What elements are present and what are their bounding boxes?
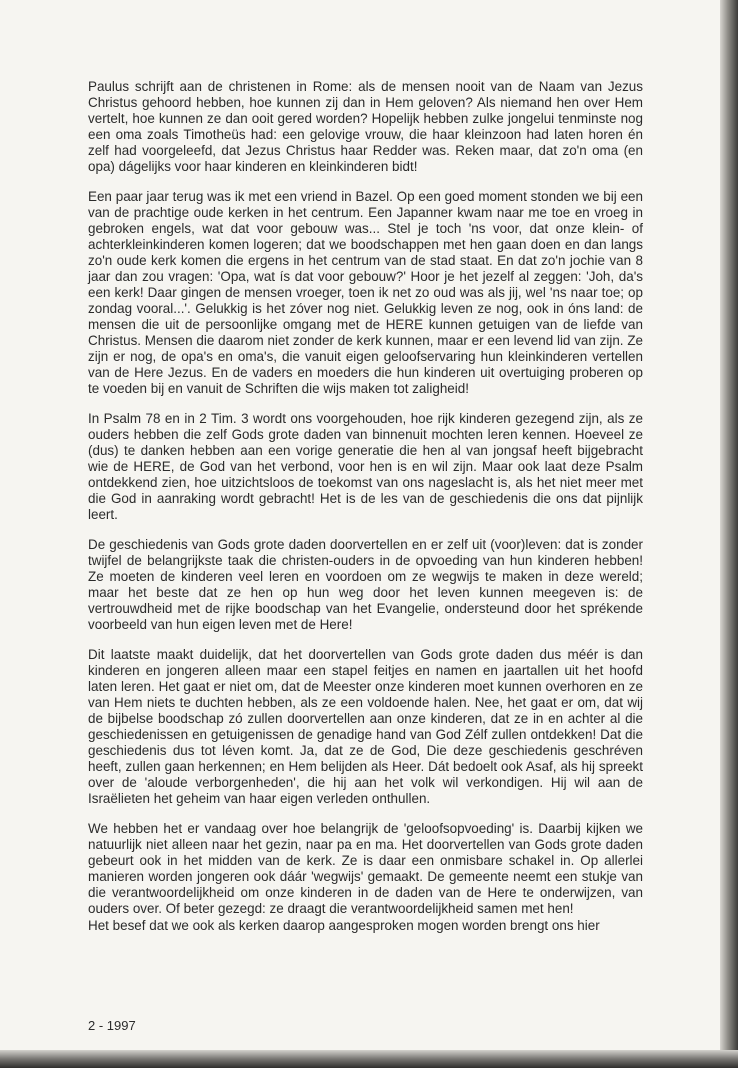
page-number: 2 - 1997 <box>88 1018 136 1033</box>
paragraph-7: Het besef dat we ook als kerken daarop aangesproken mogen worden brengt ons hier <box>88 918 600 933</box>
paragraph-1: Paulus schrijft aan de christenen in Rome: als de mensen nooit van de Naam van Jezus Christus gehoord hebben, hoe kunnen zij dan in Hem geloven? Als niemand hen over Hem vertelt, hoe kunnen ze dan ooit gered worden? Hopelijk hebben zulke jongelui tenminste nog een oma zoals Timotheüs had: een gelovige vrouw, die haar kleinzoon had laten horen én zelf had voorgeleefd, dat Jezus Christus haar Redder was. Reken maar, dat zo'n oma (en opa) dágelijks voor haar kinderen en kleinkinderen bidt! <box>88 79 643 174</box>
page-edge-right <box>720 0 738 1068</box>
paragraph-4: De geschiedenis van Gods grote daden doorvertellen en er zelf uit (voor)leven: dat is zonder twijfel de belangrijkste taak die christen-ouders in de opvoeding van hun kinderen hebben! Ze moeten de kinderen veel leren en voordoen om ze wegwijs te maken in deze wereld; maar het beste dat ze hen op hun weg door het leven kunnen meegeven is: de vertrouwdheid met de rijke boodschap van het Evangelie, ondersteund door het sprékende voorbeeld van hun eigen leven met de Here! <box>88 537 643 632</box>
page-edge-bottom <box>0 1050 738 1068</box>
paragraph-3: In Psalm 78 en in 2 Tim. 3 wordt ons voorgehouden, hoe rijk kinderen gezegend zijn, als ze ouders hebben die zelf Gods grote daden van binnenuit mochten leren kennen. Hoeveel ze (dus) te danken hebben aan een vorige generatie die hen al van jongsaf heeft bijgebracht wie de HERE, de God van het verbond, voor hen is en wil zijn. Maar ook laat deze Psalm ontdekkend zien, hoe uitzichtsloos de toekomst van ons nageslacht is, als het niet meer met die God in aanraking wordt gebracht! Het is de les van de geschiedenis die ons dat pijnlijk leert. <box>88 411 643 522</box>
paragraph-2: Een paar jaar terug was ik met een vriend in Bazel. Op een goed moment stonden we bij een van de prachtige oude kerken in het centrum. Een Japanner kwam naar me toe en vroeg in gebroken engels, wat dat voor gebouw was... Stel je toch 'ns voor, dat onze klein- of achterkleinkinderen komen logeren; dat we boodschappen met hen gaan doen en dan langs zo'n oude kerk komen die ergens in het centrum van de stad staat. En dat zo'n jochie van 8 jaar dan zou vragen: 'Opa, wat ís dat voor gebouw?' Hoor je het jezelf al zeggen: 'Joh, da's een kerk! Daar gingen de mensen vroeger, toen ik net zo oud was als jij, wel 'ns naar toe; op zondag vooral...'. Gelukkig is het zóver nog niet. Gelukkig leven ze nog, ook in óns land: de mensen die uit de persoonlijke omgang met de HERE kunnen getuigen van de liefde van Christus. Mensen die daarom niet zonder de kerk kunnen, maar er een levend lid van zijn. Ze zijn er nog, de opa's en oma's, die vanuit eigen geloofservaring hun kleinkinderen vertellen van de Here Jezus. En de vaders en moeders die hun kinderen uit overtuiging proberen op te voeden bij en vanuit de Schriften die wijs maken tot zaligheid! <box>88 189 643 396</box>
paragraph-5: Dit laatste maakt duidelijk, dat het doorvertellen van Gods grote daden dus méér is dan kinderen en jongeren alleen maar een stapel feitjes en namen en jaartallen uit het hoofd laten leren. Het gaat er niet om, dat de Meester onze kinderen moet kunnen overhoren en ze van Hem niets te duchten hebben, als ze een voldoende halen. Nee, het gaat er om, dat wij de bijbelse boodschap zó zullen doorvertellen aan onze kinderen, dat ze in en achter al die geschiedenissen en getuigenissen de genadige hand van God Zélf zullen ontdekken! Dat die geschiedenis dus tot léven komt. Ja, dat ze de God, Die deze geschiedenis geschréven heeft, zullen gaan herkennen; en Hem belijden als Heer. Dát bedoelt ook Asaf, als hij spreekt over de 'aloude verborgenheden', die hij aan het volk wil verkondigen. Hij wil aan de Israëlieten het geheim van haar eigen verleden onthullen. <box>88 647 643 806</box>
paragraph-6: We hebben het er vandaag over hoe belangrijk de 'geloofsopvoeding' is. Daarbij kijken we natuurlijk niet alleen naar het gezin, naar pa en ma. Het doorvertellen van Gods grote daden gebeurt ook in het midden van de kerk. Ze is daar een onmisbare schakel in. Op allerlei manieren worden jongeren ook dáár 'wegwijs' gemaakt. De gemeente neemt een stukje van die verantwoordelijkheid om onze kinderen in de daden van de Here te onderwijzen, van ouders over. Of beter gezegd: ze draagt die verantwoordelijkheid samen met hen! <box>88 821 643 916</box>
article-body <box>88 79 643 948</box>
